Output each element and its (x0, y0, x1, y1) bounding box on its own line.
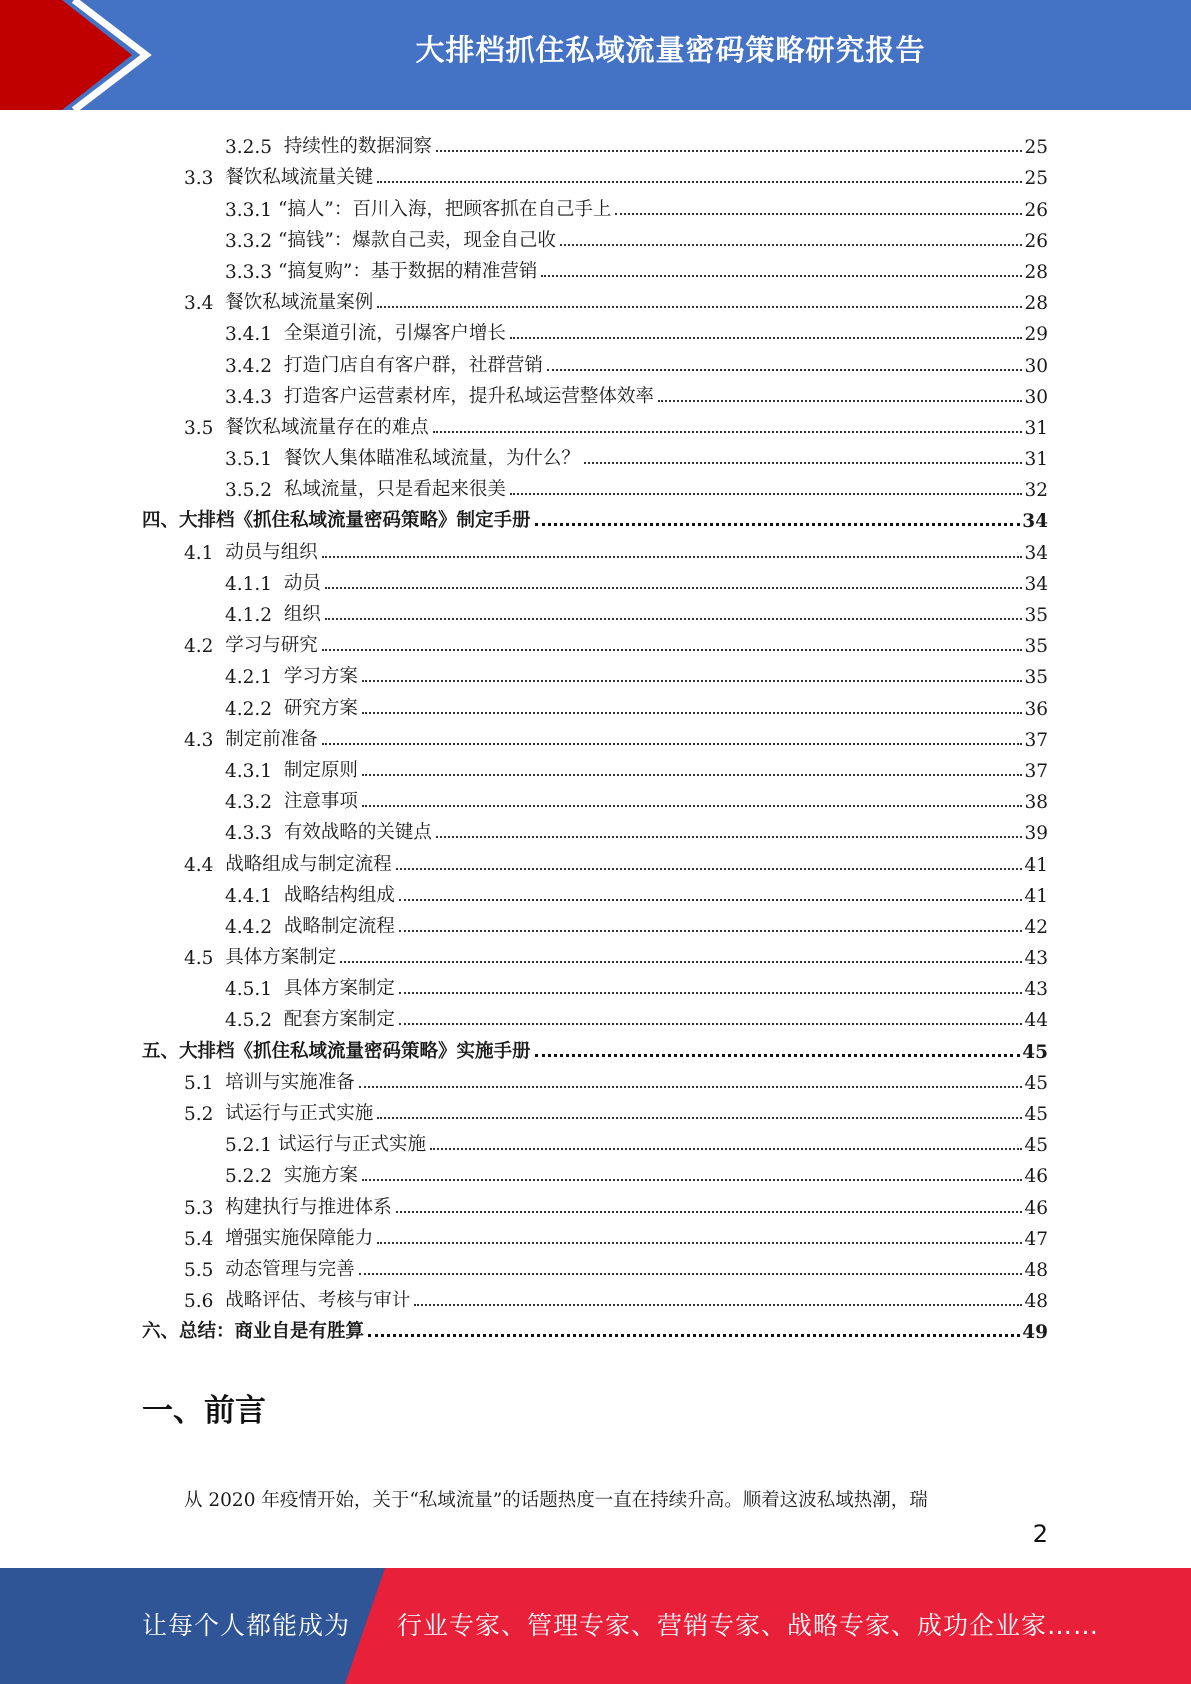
toc-dot-leader (399, 930, 1023, 932)
toc-entry-number: 5.1 (184, 1072, 226, 1094)
toc-entry[interactable] (142, 564, 1048, 595)
toc-entry-title: 战略结构组成 (283, 884, 395, 906)
toc-entry-number: 5.2 (184, 1104, 226, 1125)
toc-entry-page: 45 (1024, 1135, 1048, 1157)
toc-entry-page: 32 (1024, 480, 1048, 502)
toc-entry[interactable] (142, 751, 1048, 782)
toc-entry-number: 4.5.2 (225, 1010, 284, 1032)
toc-entry-number: 4.2 (184, 636, 226, 658)
toc-entry-title: 战略评估、考核与审计 (225, 1290, 411, 1312)
toc-entry-title: 餐饮私域流量关键 (225, 167, 374, 189)
toc-entry-number: 4.5 (184, 948, 226, 970)
toc-dot-leader (368, 1334, 1020, 1337)
toc-entry[interactable] (142, 969, 1048, 1000)
toc-entry-title: 具体方案制定 (283, 978, 395, 1000)
page-number: 2 (1032, 1520, 1048, 1548)
toc-entry-title: “搞复购”：基于数据的精准营销 (277, 260, 538, 282)
toc-dot-leader (615, 213, 1022, 215)
toc-entry[interactable] (142, 1219, 1048, 1250)
toc-entry-title: 打造客户运营素材库，提升私域运营整体效率 (283, 385, 654, 407)
toc-entry[interactable] (142, 720, 1048, 751)
toc-entry[interactable] (142, 844, 1048, 875)
toc-entry-title: 有效战略的关键点 (283, 822, 432, 844)
toc-entry[interactable] (142, 158, 1048, 189)
toc-entry-page: 48 (1024, 1291, 1048, 1313)
toc-entry-page: 35 (1024, 636, 1048, 658)
toc-entry-number: 3.3 (184, 168, 226, 190)
toc-entry-title: 实施方案 (283, 1165, 358, 1187)
toc-dot-leader (359, 1273, 1023, 1275)
toc-dot-leader (584, 462, 1023, 464)
page-footer (0, 1568, 1191, 1684)
toc-entry-page: 42 (1024, 916, 1048, 938)
toc-dot-leader (541, 275, 1022, 277)
toc-entry-page: 34 (1024, 573, 1048, 595)
toc-dot-leader (377, 1242, 1022, 1244)
toc-entry-page: 30 (1024, 386, 1048, 408)
toc-dot-leader (362, 1179, 1023, 1181)
toc-entry-number: 5.4 (184, 1228, 226, 1250)
toc-entry-number: 4.4 (184, 854, 226, 876)
toc-entry-number: 4.3.2 (225, 792, 284, 814)
toc-entry-number: 3.3.2 (225, 230, 278, 252)
toc-entry-page: 35 (1024, 605, 1048, 626)
toc-entry[interactable] (142, 345, 1048, 376)
toc-entry[interactable] (142, 626, 1048, 657)
toc-entry-page: 46 (1024, 1197, 1048, 1219)
toc-entry-page: 37 (1024, 729, 1048, 751)
toc-entry-number: 3.4.1 (225, 324, 284, 346)
toc-entry[interactable] (142, 1031, 1048, 1062)
toc-entry-title: 试运行与正式实施 (277, 1134, 426, 1156)
toc-entry-number: 3.3.3 (225, 261, 278, 283)
toc-entry-page: 43 (1024, 979, 1048, 1001)
toc-dot-leader (362, 680, 1023, 682)
toc-entry[interactable] (142, 1125, 1048, 1156)
toc-entry-title: 配套方案制定 (283, 1009, 395, 1031)
toc-entry[interactable] (142, 252, 1048, 283)
toc-entry-page: 34 (1024, 542, 1048, 564)
toc-entry-page: 30 (1024, 355, 1048, 377)
toc-entry-title: 制定前准备 (225, 728, 318, 750)
toc-entry-title: 动员与组织 (225, 541, 318, 563)
toc-entry-title: 四、大排档《抓住私域流量密码策略》制定手册 (142, 510, 531, 532)
toc-dot-leader (510, 337, 1023, 339)
toc-entry-number: 3.4 (184, 293, 226, 315)
toc-entry[interactable] (142, 1187, 1048, 1218)
toc-entry-number: 5.3 (184, 1197, 226, 1219)
toc-entry[interactable] (142, 439, 1048, 470)
toc-dot-leader (535, 523, 1021, 526)
toc-dot-leader (436, 150, 1023, 152)
toc-dot-leader (436, 836, 1023, 838)
toc-entry[interactable] (142, 377, 1048, 408)
toc-entry[interactable] (142, 408, 1048, 439)
toc-entry-page: 41 (1024, 885, 1048, 907)
toc-entry-number: 4.3.3 (225, 823, 284, 845)
toc-entry-number: 3.4.2 (225, 355, 284, 377)
toc-entry[interactable] (142, 907, 1048, 938)
toc-entry-number: 4.1 (184, 542, 226, 564)
toc-entry[interactable] (142, 782, 1048, 813)
toc-entry[interactable] (142, 938, 1048, 969)
toc-entry-page: 45 (1024, 1104, 1048, 1125)
toc-entry-number: 4.2.2 (225, 698, 284, 720)
toc-entry-title: 研究方案 (283, 697, 358, 719)
toc-entry-number: 4.1.1 (225, 573, 284, 595)
toc-entry-page: 46 (1024, 1166, 1048, 1188)
toc-entry[interactable] (142, 532, 1048, 563)
toc-entry[interactable] (142, 1156, 1048, 1187)
toc-dot-leader (535, 1054, 1021, 1057)
toc-entry-page: 28 (1024, 261, 1048, 283)
toc-entry-title: 学习方案 (283, 666, 358, 688)
toc-entry-title: 动员 (283, 572, 321, 594)
body-paragraph: 从 2020 年疫情开始，关于“私域流量”的话题热度一直在持续升高。顺着这波私域热潮，瑞 (184, 1490, 928, 1511)
toc-entry[interactable] (142, 470, 1048, 501)
toc-dot-leader (362, 712, 1023, 714)
toc-entry-number: 4.3.1 (225, 760, 284, 782)
toc-entry-title: 构建执行与推进体系 (225, 1196, 392, 1218)
toc-dot-leader (658, 400, 1023, 402)
toc-entry-number: 5.2.2 (225, 1166, 284, 1188)
toc-entry-title: 具体方案制定 (225, 947, 337, 969)
toc-entry-page: 28 (1024, 293, 1048, 315)
toc-dot-leader (377, 1117, 1022, 1119)
toc-entry-title: 组织 (283, 604, 321, 625)
toc-entry-title: 战略制定流程 (283, 915, 395, 937)
toc-dot-leader (399, 992, 1023, 994)
footer-slogan-right: 行业专家、管理专家、营销专家、战略专家、成功企业家…… (397, 1611, 1100, 1640)
toc-entry-number: 3.5.2 (225, 480, 284, 502)
toc-entry[interactable] (142, 657, 1048, 688)
toc-entry-title: 培训与实施准备 (225, 1071, 355, 1093)
toc-entry-title: 动态管理与完善 (225, 1258, 355, 1280)
toc-entry-number: 4.3 (184, 729, 226, 751)
toc-entry-page: 44 (1024, 1010, 1048, 1032)
toc-entry-title: 增强实施保障能力 (225, 1227, 374, 1249)
toc-entry-number: 4.4.1 (225, 885, 284, 907)
toc-entry-page: 49 (1022, 1322, 1048, 1344)
toc-entry-page: 35 (1024, 667, 1048, 689)
toc-entry-title: 全渠道引流，引爆客户增长 (283, 323, 506, 345)
toc-entry[interactable] (142, 1281, 1048, 1312)
toc-dot-leader (325, 618, 1023, 620)
toc-entry-title: 五、大排档《抓住私域流量密码策略》实施手册 (142, 1040, 531, 1062)
toc-entry-title: 制定原则 (283, 759, 358, 781)
toc-entry[interactable] (142, 1063, 1048, 1094)
toc-entry[interactable] (142, 189, 1048, 220)
table-of-contents (142, 127, 1048, 1343)
toc-entry-page: 45 (1022, 1041, 1048, 1063)
page-header (0, 0, 1191, 110)
toc-entry[interactable] (142, 221, 1048, 252)
toc-entry[interactable] (142, 876, 1048, 907)
toc-entry-number: 4.4.2 (225, 916, 284, 938)
toc-entry[interactable] (142, 688, 1048, 719)
toc-dot-leader (399, 899, 1023, 901)
toc-entry-page: 37 (1024, 760, 1048, 782)
toc-entry[interactable] (142, 595, 1048, 626)
toc-entry-number: 3.5 (184, 417, 226, 439)
toc-entry-page: 48 (1024, 1259, 1048, 1281)
toc-entry[interactable] (142, 314, 1048, 345)
toc-entry-title: “搞钱”：爆款自己卖，现金自己收 (277, 229, 556, 251)
toc-entry-page: 34 (1022, 511, 1048, 533)
toc-dot-leader (510, 493, 1023, 495)
toc-entry-page: 26 (1024, 199, 1048, 221)
toc-entry[interactable] (142, 1312, 1048, 1343)
toc-entry-page: 41 (1024, 854, 1048, 876)
toc-entry-number: 4.2.1 (225, 667, 284, 689)
toc-entry[interactable] (142, 1250, 1048, 1281)
toc-entry[interactable] (142, 283, 1048, 314)
toc-entry-title: 战略组成与制定流程 (225, 853, 392, 875)
toc-dot-leader (359, 1086, 1023, 1088)
toc-entry-title: 餐饮私域流量案例 (225, 292, 374, 314)
toc-entry-number: 5.5 (184, 1259, 226, 1281)
toc-dot-leader (399, 1023, 1023, 1025)
toc-entry-page: 26 (1024, 230, 1048, 252)
toc-dot-leader (377, 306, 1022, 308)
toc-entry-title: 私域流量，只是看起来很美 (283, 479, 506, 501)
toc-entry[interactable] (142, 1094, 1048, 1125)
toc-entry-page: 31 (1024, 449, 1048, 471)
toc-entry-title: 餐饮私域流量存在的难点 (225, 416, 429, 438)
toc-dot-leader (362, 805, 1023, 807)
section-heading: 一、前言 (142, 1393, 266, 1429)
toc-dot-leader (396, 1211, 1023, 1213)
toc-entry[interactable] (142, 1000, 1048, 1031)
toc-entry-number: 5.2.1 (225, 1135, 278, 1157)
toc-entry-title: 注意事项 (283, 791, 358, 813)
toc-entry-page: 25 (1024, 168, 1048, 190)
toc-dot-leader (547, 369, 1023, 371)
document-title: 大排档抓住私域流量密码策略研究报告 (415, 33, 926, 67)
header-arrow-decoration (0, 0, 160, 110)
toc-entry-title: 餐饮人集体瞄准私域流量，为什么？ (283, 448, 580, 470)
toc-dot-leader (430, 1148, 1022, 1150)
toc-entry-page: 29 (1024, 324, 1048, 346)
toc-entry-number: 3.4.3 (225, 386, 284, 408)
toc-entry-title: 打造门店自有客户群，社群营销 (283, 354, 543, 376)
toc-dot-leader (414, 1304, 1022, 1306)
toc-entry-number: 3.2.5 (225, 137, 284, 159)
toc-entry-number: 4.1.2 (225, 605, 284, 626)
toc-dot-leader (322, 743, 1023, 745)
toc-dot-leader (362, 774, 1023, 776)
toc-dot-leader (396, 868, 1023, 870)
toc-entry[interactable] (142, 501, 1048, 532)
toc-entry-title: “搞人”：百川入海，把顾客抓在自己手上 (277, 198, 612, 220)
toc-dot-leader (377, 181, 1022, 183)
toc-entry-page: 45 (1024, 1072, 1048, 1094)
toc-entry-title: 学习与研究 (225, 635, 318, 657)
toc-entry-page: 38 (1024, 792, 1048, 814)
toc-entry-number: 4.5.1 (225, 979, 284, 1001)
footer-slogan-left: 让每个人都能成为 (142, 1611, 351, 1640)
toc-dot-leader (340, 961, 1022, 963)
toc-entry-number: 3.5.1 (225, 449, 284, 471)
toc-entry-page: 39 (1024, 823, 1048, 845)
toc-dot-leader (433, 431, 1023, 433)
toc-entry-page: 31 (1024, 417, 1048, 439)
toc-entry-number: 3.3.1 (225, 199, 278, 221)
toc-entry-number: 5.6 (184, 1291, 226, 1313)
toc-entry-page: 43 (1024, 948, 1048, 970)
toc-entry[interactable] (142, 813, 1048, 844)
toc-entry-page: 36 (1024, 698, 1048, 720)
toc-entry-page: 25 (1024, 137, 1048, 159)
toc-dot-leader (322, 649, 1023, 651)
toc-entry-title: 试运行与正式实施 (225, 1103, 374, 1124)
toc-dot-leader (325, 587, 1023, 589)
toc-dot-leader (322, 556, 1023, 558)
toc-dot-leader (560, 244, 1023, 246)
toc-entry-title: 六、总结：商业自是有胜算 (142, 1321, 365, 1343)
toc-entry[interactable] (142, 127, 1048, 158)
toc-entry-title: 持续性的数据洞察 (283, 136, 432, 158)
toc-entry-page: 47 (1024, 1228, 1048, 1250)
